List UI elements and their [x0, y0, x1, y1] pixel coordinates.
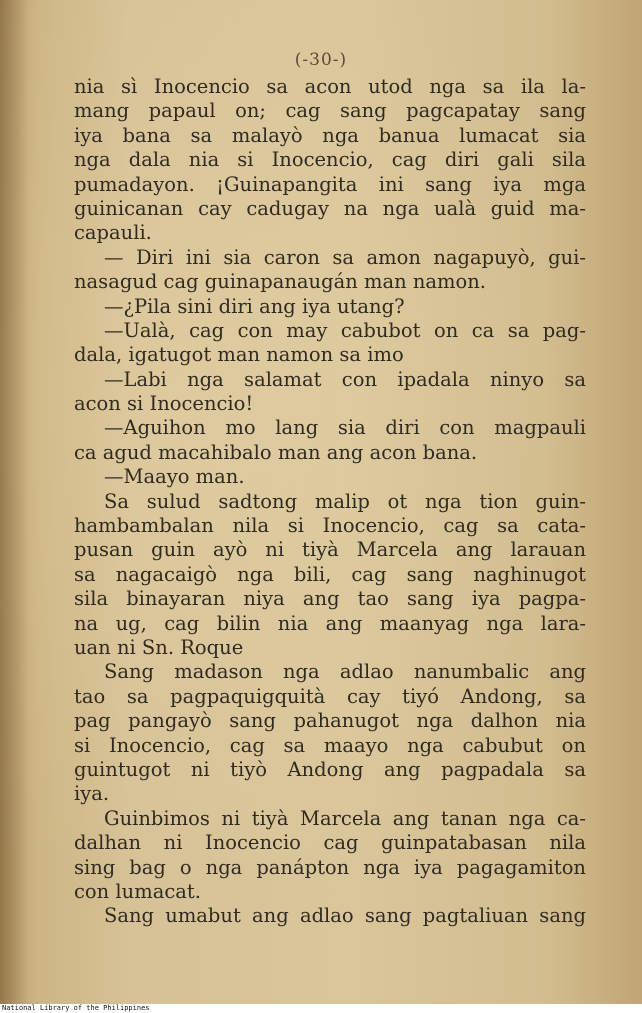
text-line: pusan guin ayò ni tiyà Marcela ang larauan — [74, 538, 586, 562]
text-line: Sang madason nga adlao nanumbalic ang — [104, 660, 586, 684]
text-line: guinicanan cay cadugay na nga ualà guid ma- — [74, 196, 586, 220]
text-line: na ug, cag bilin nia ang maanyag nga lara- — [74, 611, 586, 635]
text-line: —Labi nga salamat con ipadala ninyo sa — [104, 367, 586, 391]
text-line: —Aguihon mo lang sia diri con magpauli — [104, 416, 586, 440]
text-line: sa nagacaigò nga bili, cag sang naghinugot — [74, 562, 586, 586]
text-line: — Diri ini sia caron sa amon nagapuyò, gui- — [104, 245, 586, 269]
text-line: hambambalan nila si Inocencio, cag sa cata- — [74, 514, 586, 538]
text-line: con lumacat. — [74, 879, 201, 903]
text-line: si Inocencio, cag sa maayo nga cabubut on — [74, 733, 586, 757]
text-line: uan ni Sn. Roque — [74, 635, 244, 659]
text-line: sing bag o nga panápton nga iya pagagamiton — [74, 855, 586, 879]
text-line: capauli. — [74, 221, 152, 245]
text-line: —Ualà, cag con may cabubot on ca sa pag- — [104, 318, 586, 342]
text-line: iya. — [74, 782, 110, 806]
text-line: iya bana sa malayò nga banua lumacat sia — [74, 123, 586, 147]
body-text — [74, 75, 586, 929]
text-line: —Maayo man. — [104, 465, 245, 489]
text-line: ca agud macahibalo man ang acon bana. — [74, 440, 478, 464]
text-line: nia sì Inocencio sa acon utod nga sa ila la- — [74, 75, 586, 98]
text-line: —¿Pila sini diri ang iya utang? — [104, 294, 405, 318]
text-line: Sang umabut ang adlao sang pagtaliuan sang — [104, 904, 586, 928]
text-line: pumadayon. ¡Guinapangita ini sang iya mga — [74, 172, 586, 196]
page-number: (-30-) — [294, 50, 348, 70]
library-credit: National Library of the Philippines — [0, 1004, 642, 1013]
text-line: pag pangayò sang pahanugot nga dalhon nia — [74, 709, 586, 733]
text-line: mang papaul on; cag sang pagcapatay sang — [74, 99, 586, 123]
text-line: acon si Inocencio! — [74, 392, 254, 416]
text-line: Sa sulud sadtong malip ot nga tion guin- — [104, 489, 586, 513]
text-line: Guinbimos ni tiyà Marcela ang tanan nga ca- — [104, 806, 586, 830]
text-line: nasagud cag guinapanaugán man namon. — [74, 270, 486, 294]
text-line: nga dala nia si Inocencio, cag diri gali sila — [74, 148, 586, 172]
text-line: sila binayaran niya ang tao sang iya pagpa- — [74, 587, 586, 611]
text-line: tao sa pagpaquigquità cay tiyó Andong, sa — [74, 684, 586, 708]
text-line: guintugot ni tiyò Andong ang pagpadala sa — [74, 757, 586, 781]
text-line: dalhan ni Inocencio cag guinpatabasan nila — [74, 831, 586, 855]
text-line: dala, igatugot man namon sa imo — [74, 343, 404, 367]
